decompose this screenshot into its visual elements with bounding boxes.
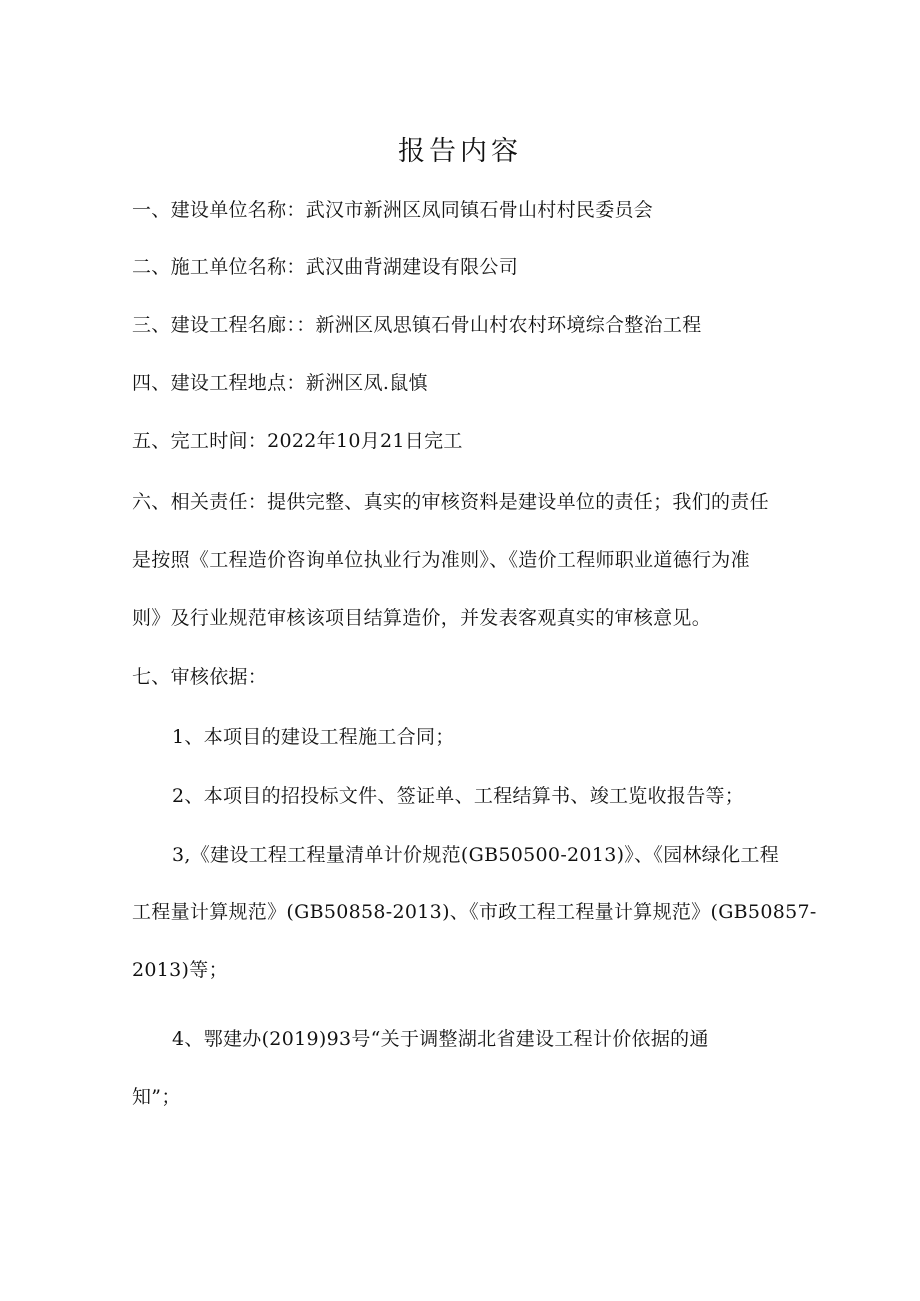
line-project-location: 四、建设工程地点：新洲区凤.鼠慎: [132, 372, 428, 394]
line-basis-heading: 七、审核依据：: [132, 666, 268, 688]
line-completion-time: 五、完工时间：2022年10月21日完工: [132, 430, 463, 452]
line-project-name: 三、建设工程名廊：：新洲区凤思镇石骨山村农村环境综合整治工程: [132, 314, 702, 336]
line-basis-item-3a: 3,《建设工程工程量清单计价规范(GB50500-2013)》、《园林绿化工程: [172, 844, 780, 866]
line-construction-unit: 一、建设单位名称：武汉市新洲区凤同镇石骨山村村民委员会: [132, 199, 654, 221]
line-basis-item-3c: 2013)等；: [132, 959, 228, 981]
line-responsibility-1: 六、相关责任：提供完整、真实的审核资料是建设单位的责任；我们的责任: [132, 491, 769, 513]
line-basis-item-1: 1、本项目的建设工程施工合同；: [172, 726, 455, 748]
line-basis-item-4a: 4、鄂建办(2019)93号“关于调整湖北省建设工程计价依据的通: [172, 1028, 709, 1050]
line-responsibility-3: 则》及行业规范审核该项目结算造价，并发表客观真实的审核意见。: [132, 607, 712, 629]
line-responsibility-2: 是按照《工程造价咨询单位执业行为准则》、《造价工程师职业道德行为准: [132, 549, 750, 571]
line-basis-item-4b: 知”；: [132, 1086, 181, 1108]
line-basis-item-2: 2、本项目的招投标文件、签证单、工程结算书、竣工览收报告等；: [172, 785, 745, 807]
line-basis-item-3b: 工程量计算规范》(GB50858-2013)、《市政工程工程量计算规范》(GB50857-: [132, 901, 817, 923]
page-title: 报告内容: [398, 136, 522, 167]
line-contractor: 二、施工单位名称：武汉曲背湖建设有限公司: [132, 256, 519, 278]
